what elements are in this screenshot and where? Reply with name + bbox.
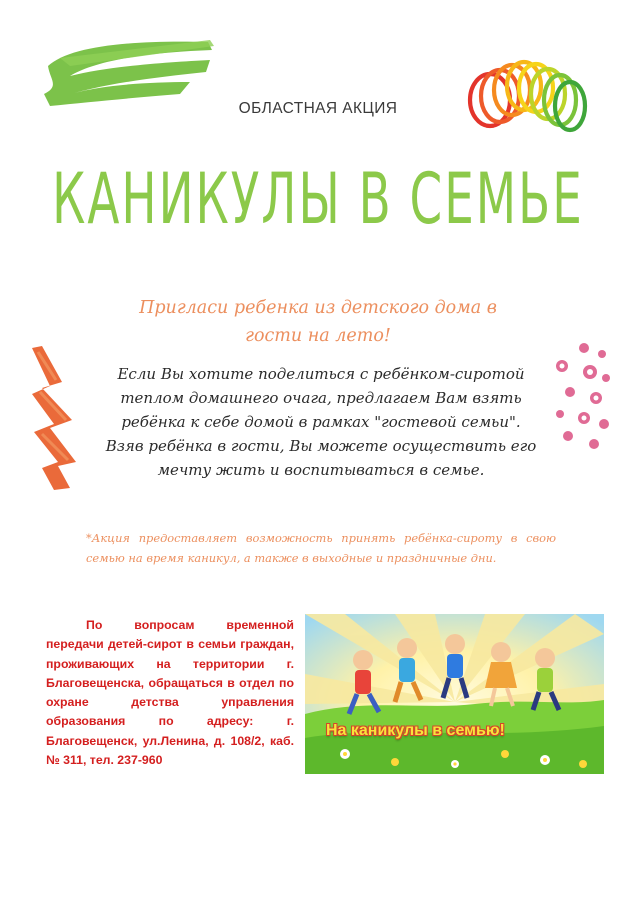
contact-info: По вопросам временной передачи детей-сирот в семьи граждан, проживающих на территории г. Благовещенска, обращаться в отдел по охране детства управления образования по адресу: г. Благовещенск, ул.Ленина, д. 108/2, каб. № 311, тел. 237-960	[46, 618, 294, 768]
page-title: КАНИКУЛЫ В СЕМЬЕ	[52, 159, 584, 241]
subtitle-line-1: Пригласи ребенка из детского дома в	[139, 298, 497, 318]
body-paragraph-2: Взяв ребёнка в гости, Вы можете осуществить его мечту жить и воспитываться в семье.	[105, 437, 537, 479]
footnote: *Акция предоставляет возможность принять ребёнка-сироту в свою семью на время каникул, а также в выходные и праздничные дни.	[86, 531, 556, 565]
body-text	[86, 362, 556, 482]
green-brush-stroke-icon	[40, 36, 216, 108]
invitation-subtitle	[96, 294, 540, 350]
orange-zigzag-stroke-icon	[28, 342, 80, 492]
rainbow-spiral-icon	[464, 56, 590, 142]
campaign-kicker: ОБЛАСТНАЯ АКЦИЯ	[238, 100, 398, 117]
subtitle-line-2: гости на лето!	[245, 326, 391, 346]
kids-illustration	[305, 614, 604, 774]
pink-dots-icon	[550, 340, 612, 452]
illustration-caption: На каникулы в семью!	[326, 722, 505, 739]
body-paragraph-1: Если Вы хотите поделиться с ребёнком-сиротой теплом домашнего очага, предлагаем Вам взять ребёнка к себе домой в рамках "гостевой семьи".	[117, 365, 525, 431]
